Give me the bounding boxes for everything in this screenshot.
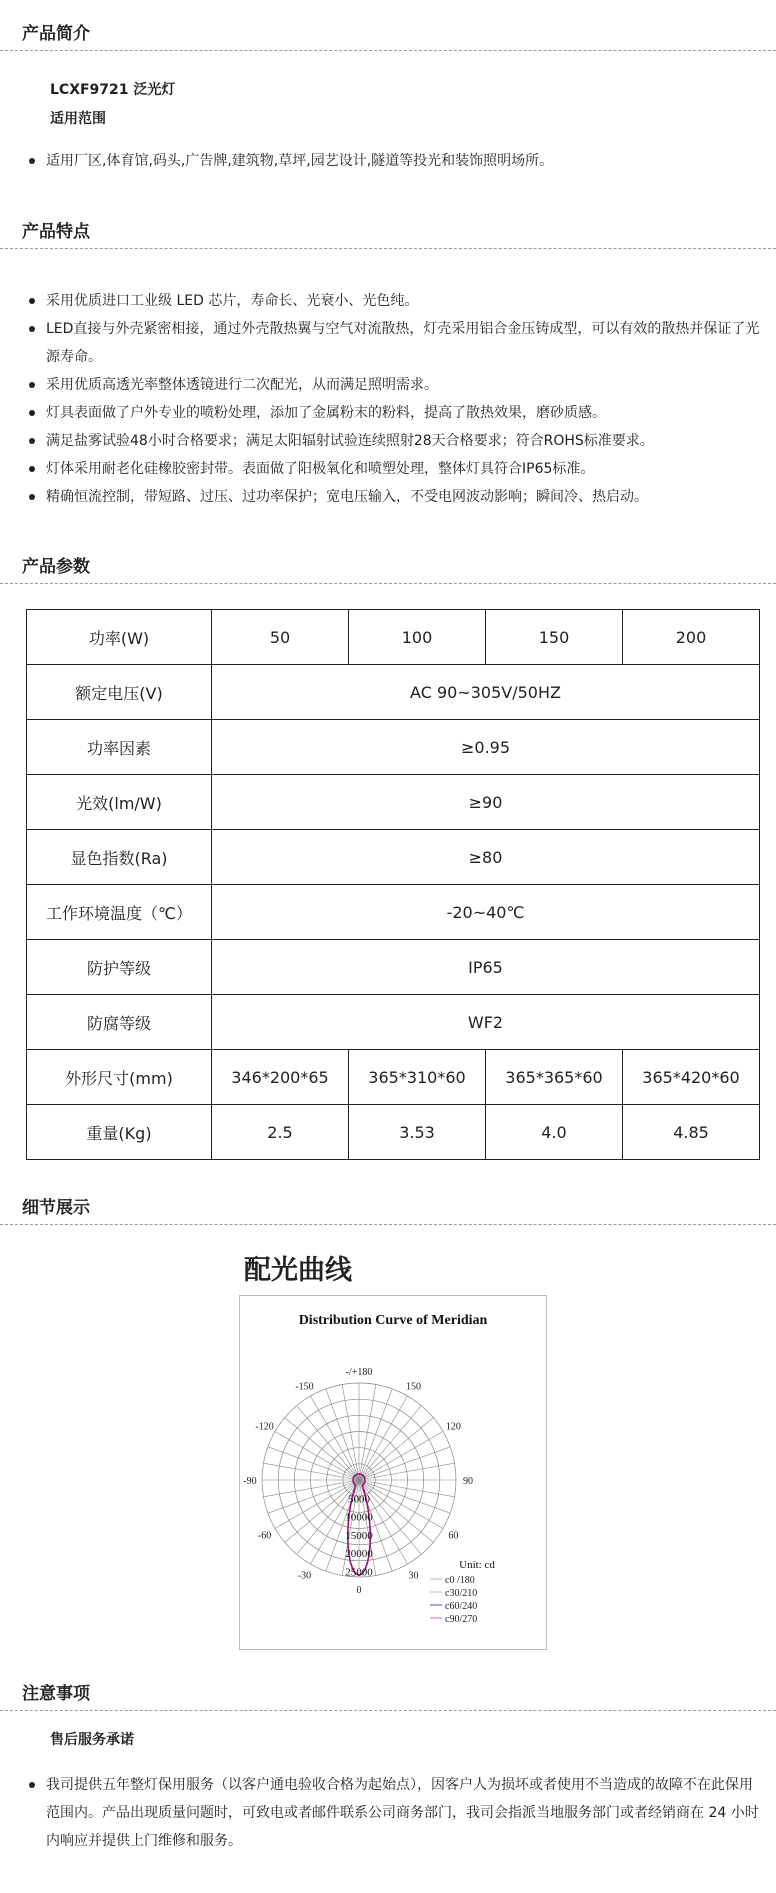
product-name: LCXF9721 泛光灯 (50, 82, 176, 98)
param-value: 2.5 (212, 1105, 349, 1160)
section-header-details (0, 1190, 776, 1225)
angle-label: 120 (445, 1421, 461, 1433)
param-value: ≥90 (212, 775, 760, 830)
list-item: LED直接与外壳紧密相接，通过外壳散热翼与空气对流散热，灯壳采用铝合金压铸成型，可以有效的散热并保证了光源寿命。 (26, 315, 761, 371)
radial-label: 5000 (348, 1493, 370, 1506)
angle-label: -60 (257, 1530, 272, 1542)
angle-label: 60 (448, 1530, 459, 1542)
radial-label: 25000 (345, 1566, 373, 1579)
param-label: 光效(lm/W) (27, 775, 212, 830)
scope-label: 适用范围 (50, 111, 106, 127)
section-title-intro: 产品简介 (22, 24, 90, 44)
param-value: ≥0.95 (212, 720, 760, 775)
section-header-features (0, 210, 776, 249)
param-value: IP65 (212, 940, 760, 995)
table-row (27, 610, 760, 665)
param-value: 3.53 (349, 1105, 486, 1160)
param-label: 防腐等级 (27, 995, 212, 1050)
list-item: 采用优质进口工业级 LED 芯片，寿命长、光衰小、光色纯。 (26, 287, 761, 315)
legend (430, 1575, 477, 1625)
table-row (27, 1105, 760, 1160)
param-label: 重量(Kg) (27, 1105, 212, 1160)
param-value: 346*200*65 (212, 1050, 349, 1105)
param-label: 额定电压(V) (27, 665, 212, 720)
section-header-intro (0, 0, 776, 51)
param-value: 150 (486, 610, 623, 665)
table-row (27, 720, 760, 775)
section-title-params: 产品参数 (22, 557, 90, 577)
angle-label: 150 (406, 1381, 421, 1393)
param-label: 工作环境温度（℃） (27, 885, 212, 940)
table-row (27, 995, 760, 1050)
intro-bullet-list (26, 147, 761, 175)
param-value: -20~40℃ (212, 885, 760, 940)
distribution-curve-figure (239, 1295, 547, 1650)
param-value: ≥80 (212, 830, 760, 885)
radial-label: 20000 (345, 1548, 373, 1561)
param-label: 功率因素 (27, 720, 212, 775)
angle-label: 0 (356, 1585, 362, 1596)
param-value: 365*310*60 (349, 1050, 486, 1105)
param-value: 100 (349, 610, 486, 665)
param-value: 200 (623, 610, 760, 665)
radial-label: 15000 (345, 1529, 373, 1542)
legend-label: c60/240 (445, 1601, 478, 1612)
angle-label: -120 (255, 1421, 274, 1433)
legend-label: c0 /180 (445, 1575, 475, 1586)
table-row (27, 940, 760, 995)
params-table (26, 609, 760, 1160)
angle-label: -/+180 (345, 1367, 373, 1378)
param-value: 365*420*60 (623, 1050, 760, 1105)
legend-label: c30/210 (445, 1588, 478, 1599)
list-item: 灯体采用耐老化硅橡胶密封带。表面做了阳极氧化和喷塑处理，整体灯具符合IP65标准。 (26, 455, 761, 483)
param-value: 365*365*60 (486, 1050, 623, 1105)
unit-label: Unit: cd (459, 1559, 495, 1571)
angle-label: 90 (463, 1476, 473, 1487)
list-item: 精确恒流控制，带短路、过压、过功率保护；宽电压输入，不受电网波动影响；瞬间冷、热启动。 (26, 483, 761, 511)
table-row (27, 665, 760, 720)
param-label: 外形尺寸(mm) (27, 1050, 212, 1105)
section-header-params (0, 545, 776, 584)
section-title-notice: 注意事项 (22, 1684, 90, 1704)
list-item: 满足盐雾试验48小时合格要求；满足太阳辐射试验连续照射28天合格要求；符合ROHS标准要求。 (26, 427, 761, 455)
table-row (27, 1050, 760, 1105)
polar-chart-title: Distribution Curve of Meridian (298, 1313, 488, 1328)
service-label: 售后服务承诺 (50, 1732, 134, 1748)
diagram-title: 配光曲线 (244, 1255, 352, 1286)
table-row (27, 830, 760, 885)
polar-diagram (240, 1296, 546, 1649)
section-header-notice (0, 1672, 776, 1711)
angle-label: 30 (408, 1570, 419, 1582)
param-value: AC 90~305V/50HZ (212, 665, 760, 720)
list-item: 我司提供五年整灯保用服务（以客户通电验收合格为起始点），因客户人为损坏或者使用不当造成的故障不在此保用范围内。产品出现质量问题时，可致电或者邮件联系公司商务部门，我司会指派当地服务部门或者经销商在 24 小时内响应并提供上门维修和服务。 (26, 1771, 761, 1855)
radial-label: 10000 (345, 1511, 373, 1524)
param-label: 显色指数(Ra) (27, 830, 212, 885)
list-item: 采用优质高透光率整体透镜进行二次配光，从而满足照明需求。 (26, 371, 761, 399)
section-title-details: 细节展示 (22, 1198, 90, 1218)
table-row (27, 885, 760, 940)
features-bullet-list (26, 287, 761, 511)
notice-bullet-list (26, 1771, 761, 1855)
param-value: 4.0 (486, 1105, 623, 1160)
angle-label: -90 (243, 1476, 257, 1487)
section-title-features: 产品特点 (22, 222, 90, 242)
angle-label: -30 (297, 1570, 312, 1582)
param-value: 4.85 (623, 1105, 760, 1160)
param-label: 防护等级 (27, 940, 212, 995)
angle-label: -150 (295, 1381, 314, 1393)
param-value: WF2 (212, 995, 760, 1050)
list-item: 适用厂区,体育馆,码头,广告牌,建筑物,草坪,园艺设计,隧道等投光和装饰照明场所。 (26, 147, 761, 175)
param-label: 功率(W) (27, 610, 212, 665)
legend-label: c90/270 (445, 1614, 478, 1625)
list-item: 灯具表面做了户外专业的喷粉处理，添加了金属粉末的粉料，提高了散热效果，磨砂质感。 (26, 399, 761, 427)
param-value: 50 (212, 610, 349, 665)
table-row (27, 775, 760, 830)
